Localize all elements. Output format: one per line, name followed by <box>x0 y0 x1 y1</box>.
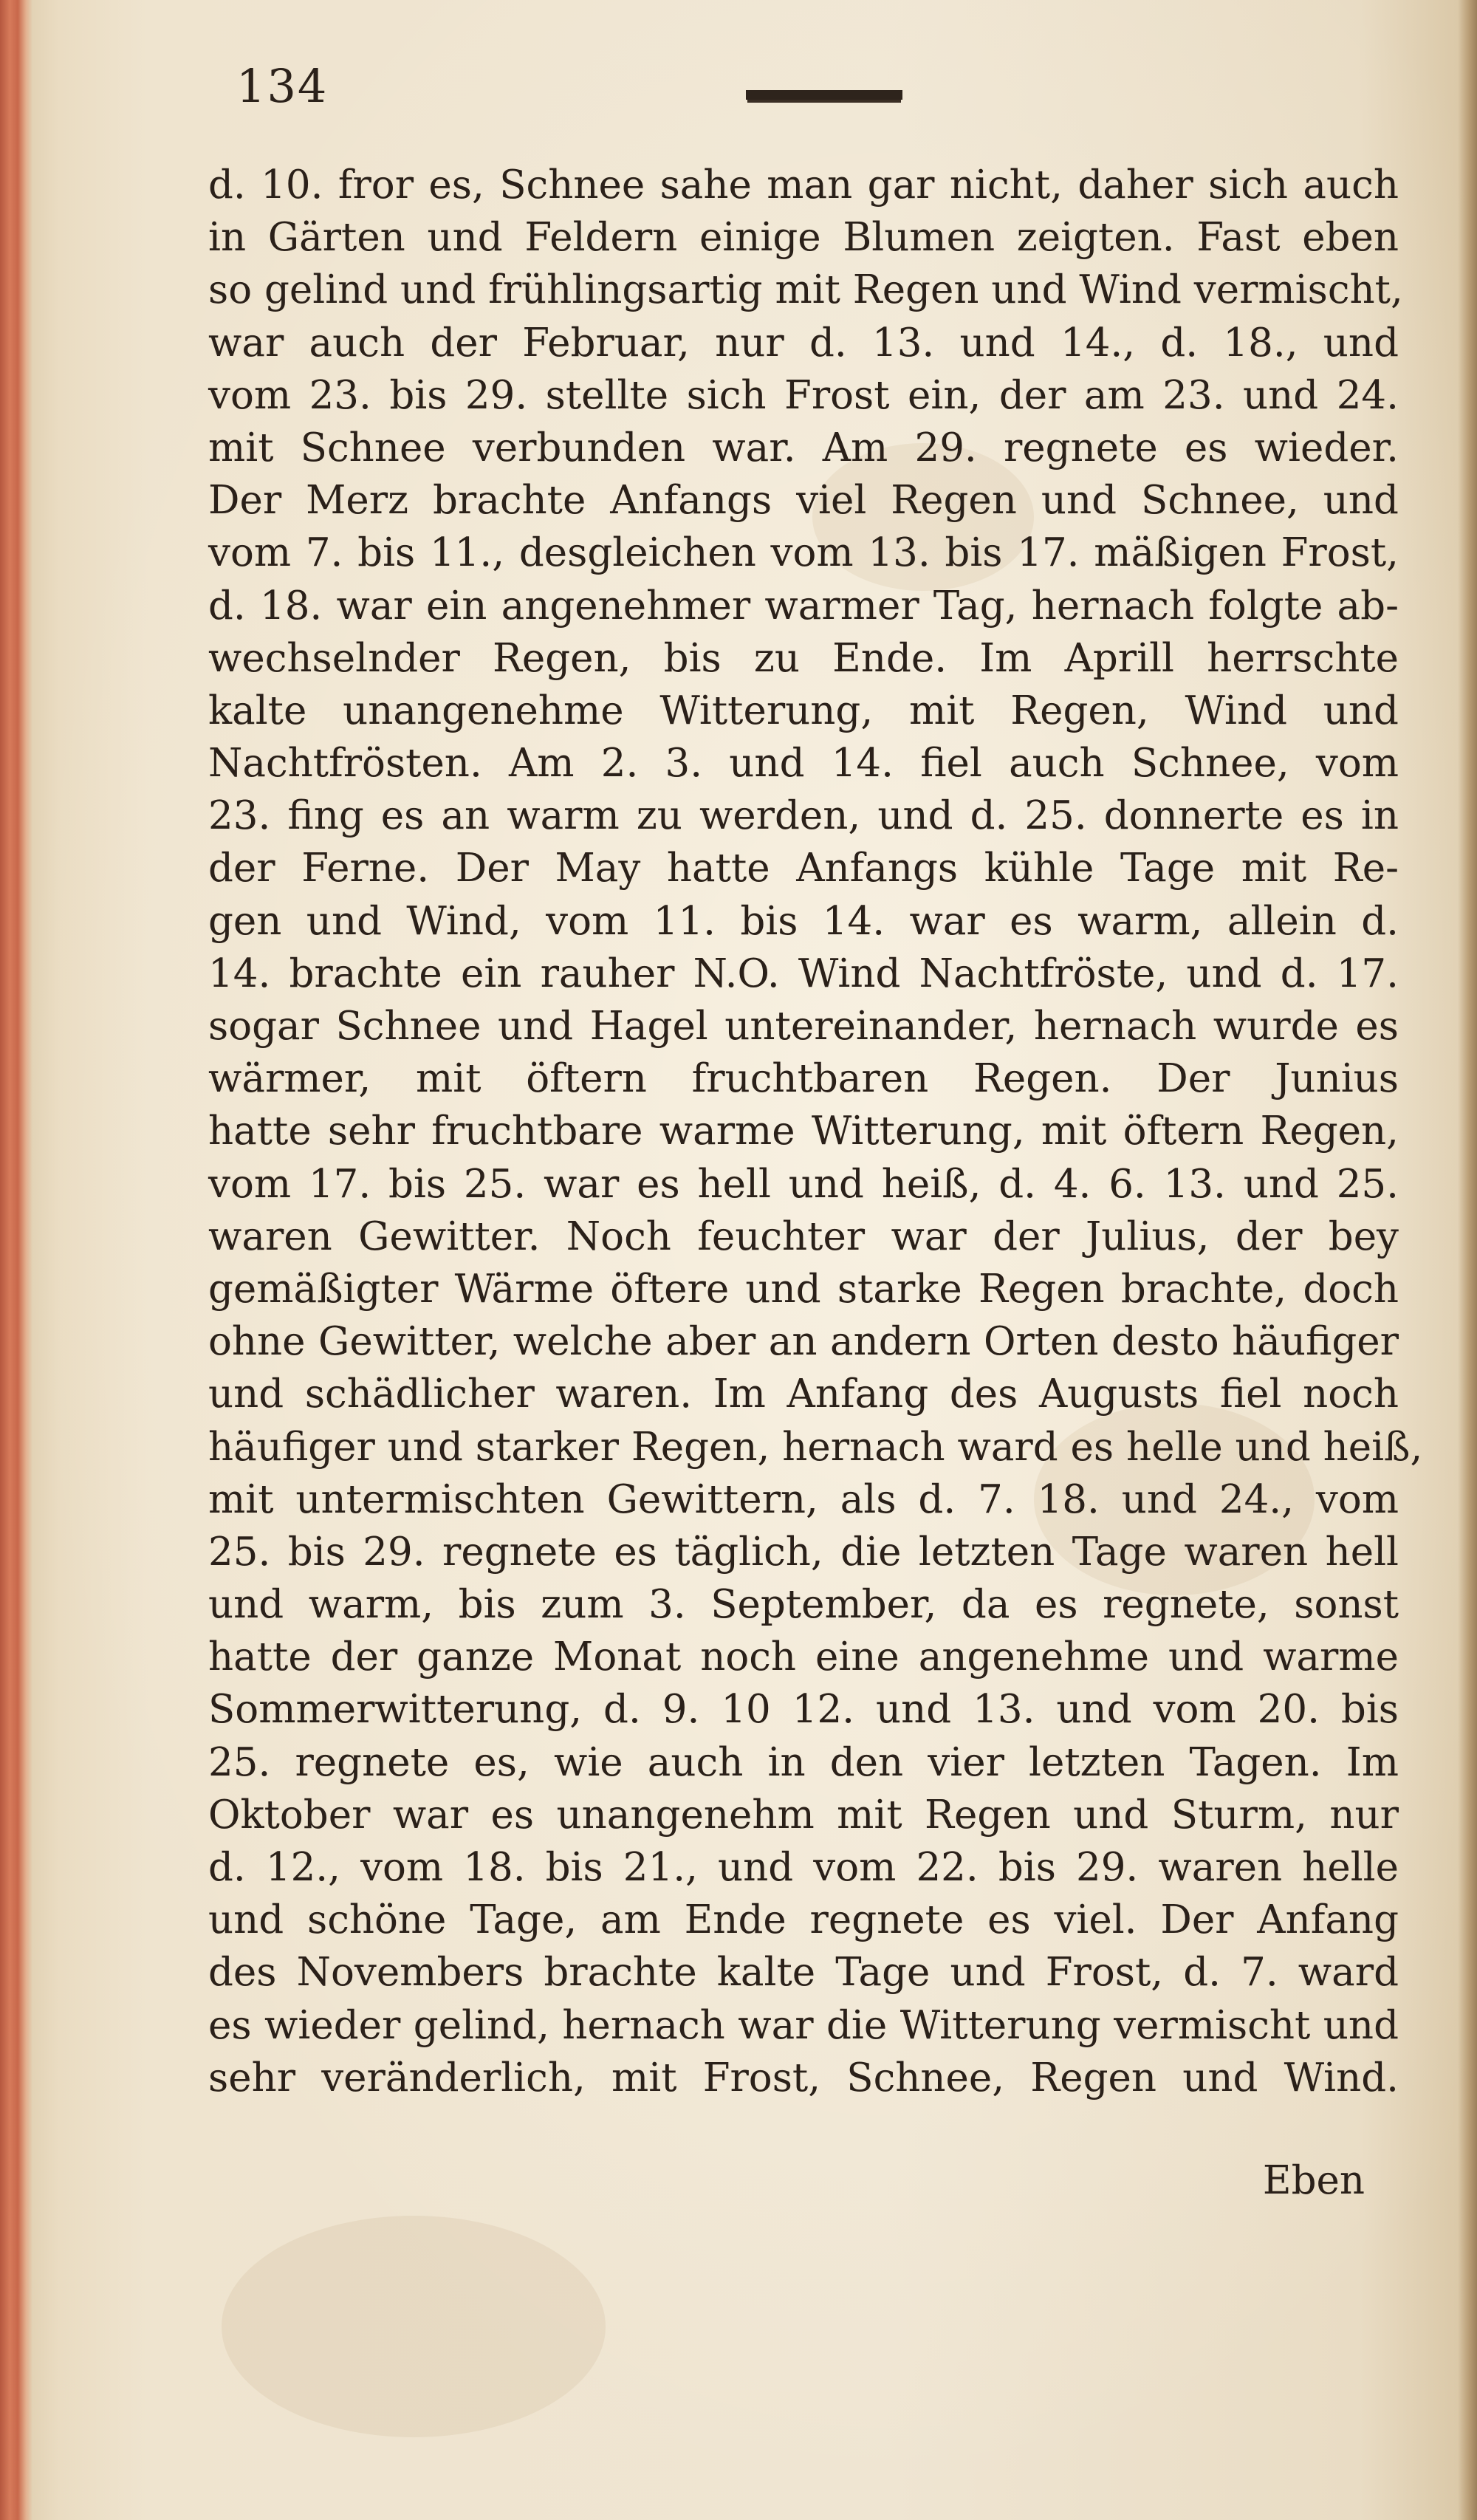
text-line: d. 12., vom 18. bis 21., und vom 22. bis 29. waren helle <box>208 1845 1399 1890</box>
text-line: so gelind und frühlingsartig mit Regen und Wind vermischt, <box>208 267 1403 313</box>
text-line: es wieder gelind, hernach war die Witterung vermischt und <box>208 2002 1399 2048</box>
text-line: kalte unangenehme Witterung, mit Regen, Wind und <box>208 688 1399 733</box>
text-line: vom 23. bis 29. stellte sich Frost ein, der am 23. und 24. <box>208 372 1399 418</box>
text-line: der Ferne. Der May hatte Anfangs kühle Tage mit Re- <box>208 846 1399 891</box>
text-line: ohne Gewitter, welche aber an andern Orten desto häufiger <box>208 1319 1399 1365</box>
text-line: mit untermischten Gewittern, als d. 7. 18. und 24., vom <box>208 1476 1399 1522</box>
text-line: sehr veränderlich, mit Frost, Schnee, Regen und Wind. <box>208 2055 1399 2100</box>
text-line: d. 18. war ein angenehmer warmer Tag, hernach folgte ab- <box>208 583 1399 629</box>
catchword: Eben <box>1262 2158 1365 2203</box>
text-line: Sommerwitterung, d. 9. 10 12. und 13. und vom 20. bis <box>208 1687 1399 1733</box>
text-line: gemäßigter Wärme öftere und starke Regen brachte, doch <box>208 1266 1399 1312</box>
text-line: häufiger und starker Regen, hernach ward es helle und heiß, <box>208 1424 1423 1470</box>
text-line: Nachtfrösten. Am 2. 3. und 14. fiel auch Schnee, vom <box>208 741 1399 787</box>
text-line: Der Merz brachte Anfangs viel Regen und Schnee, und <box>208 478 1399 524</box>
text-line: und schöne Tage, am Ende regnete es viel. Der Anfang <box>208 1897 1399 1943</box>
page-header <box>236 59 1388 126</box>
text-line: gen und Wind, vom 11. bis 14. war es warm, allein d. <box>208 898 1399 944</box>
text-line: in Gärten und Feldern einige Blumen zeigten. Fast eben <box>208 215 1399 261</box>
text-line: vom 17. bis 25. war es hell und heiß, d. 4. 6. 13. und 25. <box>208 1161 1399 1207</box>
text-line: hatte sehr fruchtbare warme Witterung, mit öftern Regen, <box>208 1109 1399 1154</box>
text-line: d. 10. fror es, Schnee sahe man gar nicht, daher sich auch <box>208 162 1399 208</box>
text-line: war auch der Februar, nur d. 13. und 14., d. 18., und <box>208 320 1399 366</box>
page-edge-right <box>1458 0 1477 2520</box>
text-line: 25. regnete es, wie auch in den vier letzten Tagen. Im <box>208 1739 1399 1785</box>
text-line: vom 7. bis 11., desgleichen vom 13. bis 17. mäßigen Frost, <box>208 530 1399 576</box>
text-line: Oktober war es unangenehm mit Regen und Sturm, nur <box>208 1792 1399 1838</box>
header-rule <box>746 90 902 100</box>
text-line: waren Gewitter. Noch feuchter war der Julius, der bey <box>208 1213 1399 1259</box>
text-line: wärmer, mit öftern fruchtbaren Regen. Der Junius <box>208 1056 1399 1102</box>
paper-stain <box>222 2216 606 2437</box>
page-number: 134 <box>236 59 329 113</box>
text-line: des Novembers brachte kalte Tage und Frost, d. 7. ward <box>208 1950 1399 1996</box>
text-line: und schädlicher waren. Im Anfang des Augusts fiel noch <box>208 1372 1399 1417</box>
text-line: 14. brachte ein rauher N.O. Wind Nachtfröste, und d. 17. <box>208 951 1399 996</box>
body-text <box>208 159 1423 2104</box>
text-line: und warm, bis zum 3. September, da es regnete, sonst <box>208 1582 1399 1628</box>
text-line: mit Schnee verbunden war. Am 29. regnete es wieder. <box>208 425 1399 470</box>
text-line: 23. fing es an warm zu werden, und d. 25. donnerte es in <box>208 793 1399 839</box>
page-edge-left <box>0 0 32 2520</box>
text-line: sogar Schnee und Hagel untereinander, hernach wurde es <box>208 1004 1399 1049</box>
text-line: 25. bis 29. regnete es täglich, die letzten Tage waren hell <box>208 1529 1399 1575</box>
text-line: hatte der ganze Monat noch eine angenehme und warme <box>208 1634 1399 1680</box>
text-line: wechselnder Regen, bis zu Ende. Im Aprill herrschte <box>208 635 1399 681</box>
